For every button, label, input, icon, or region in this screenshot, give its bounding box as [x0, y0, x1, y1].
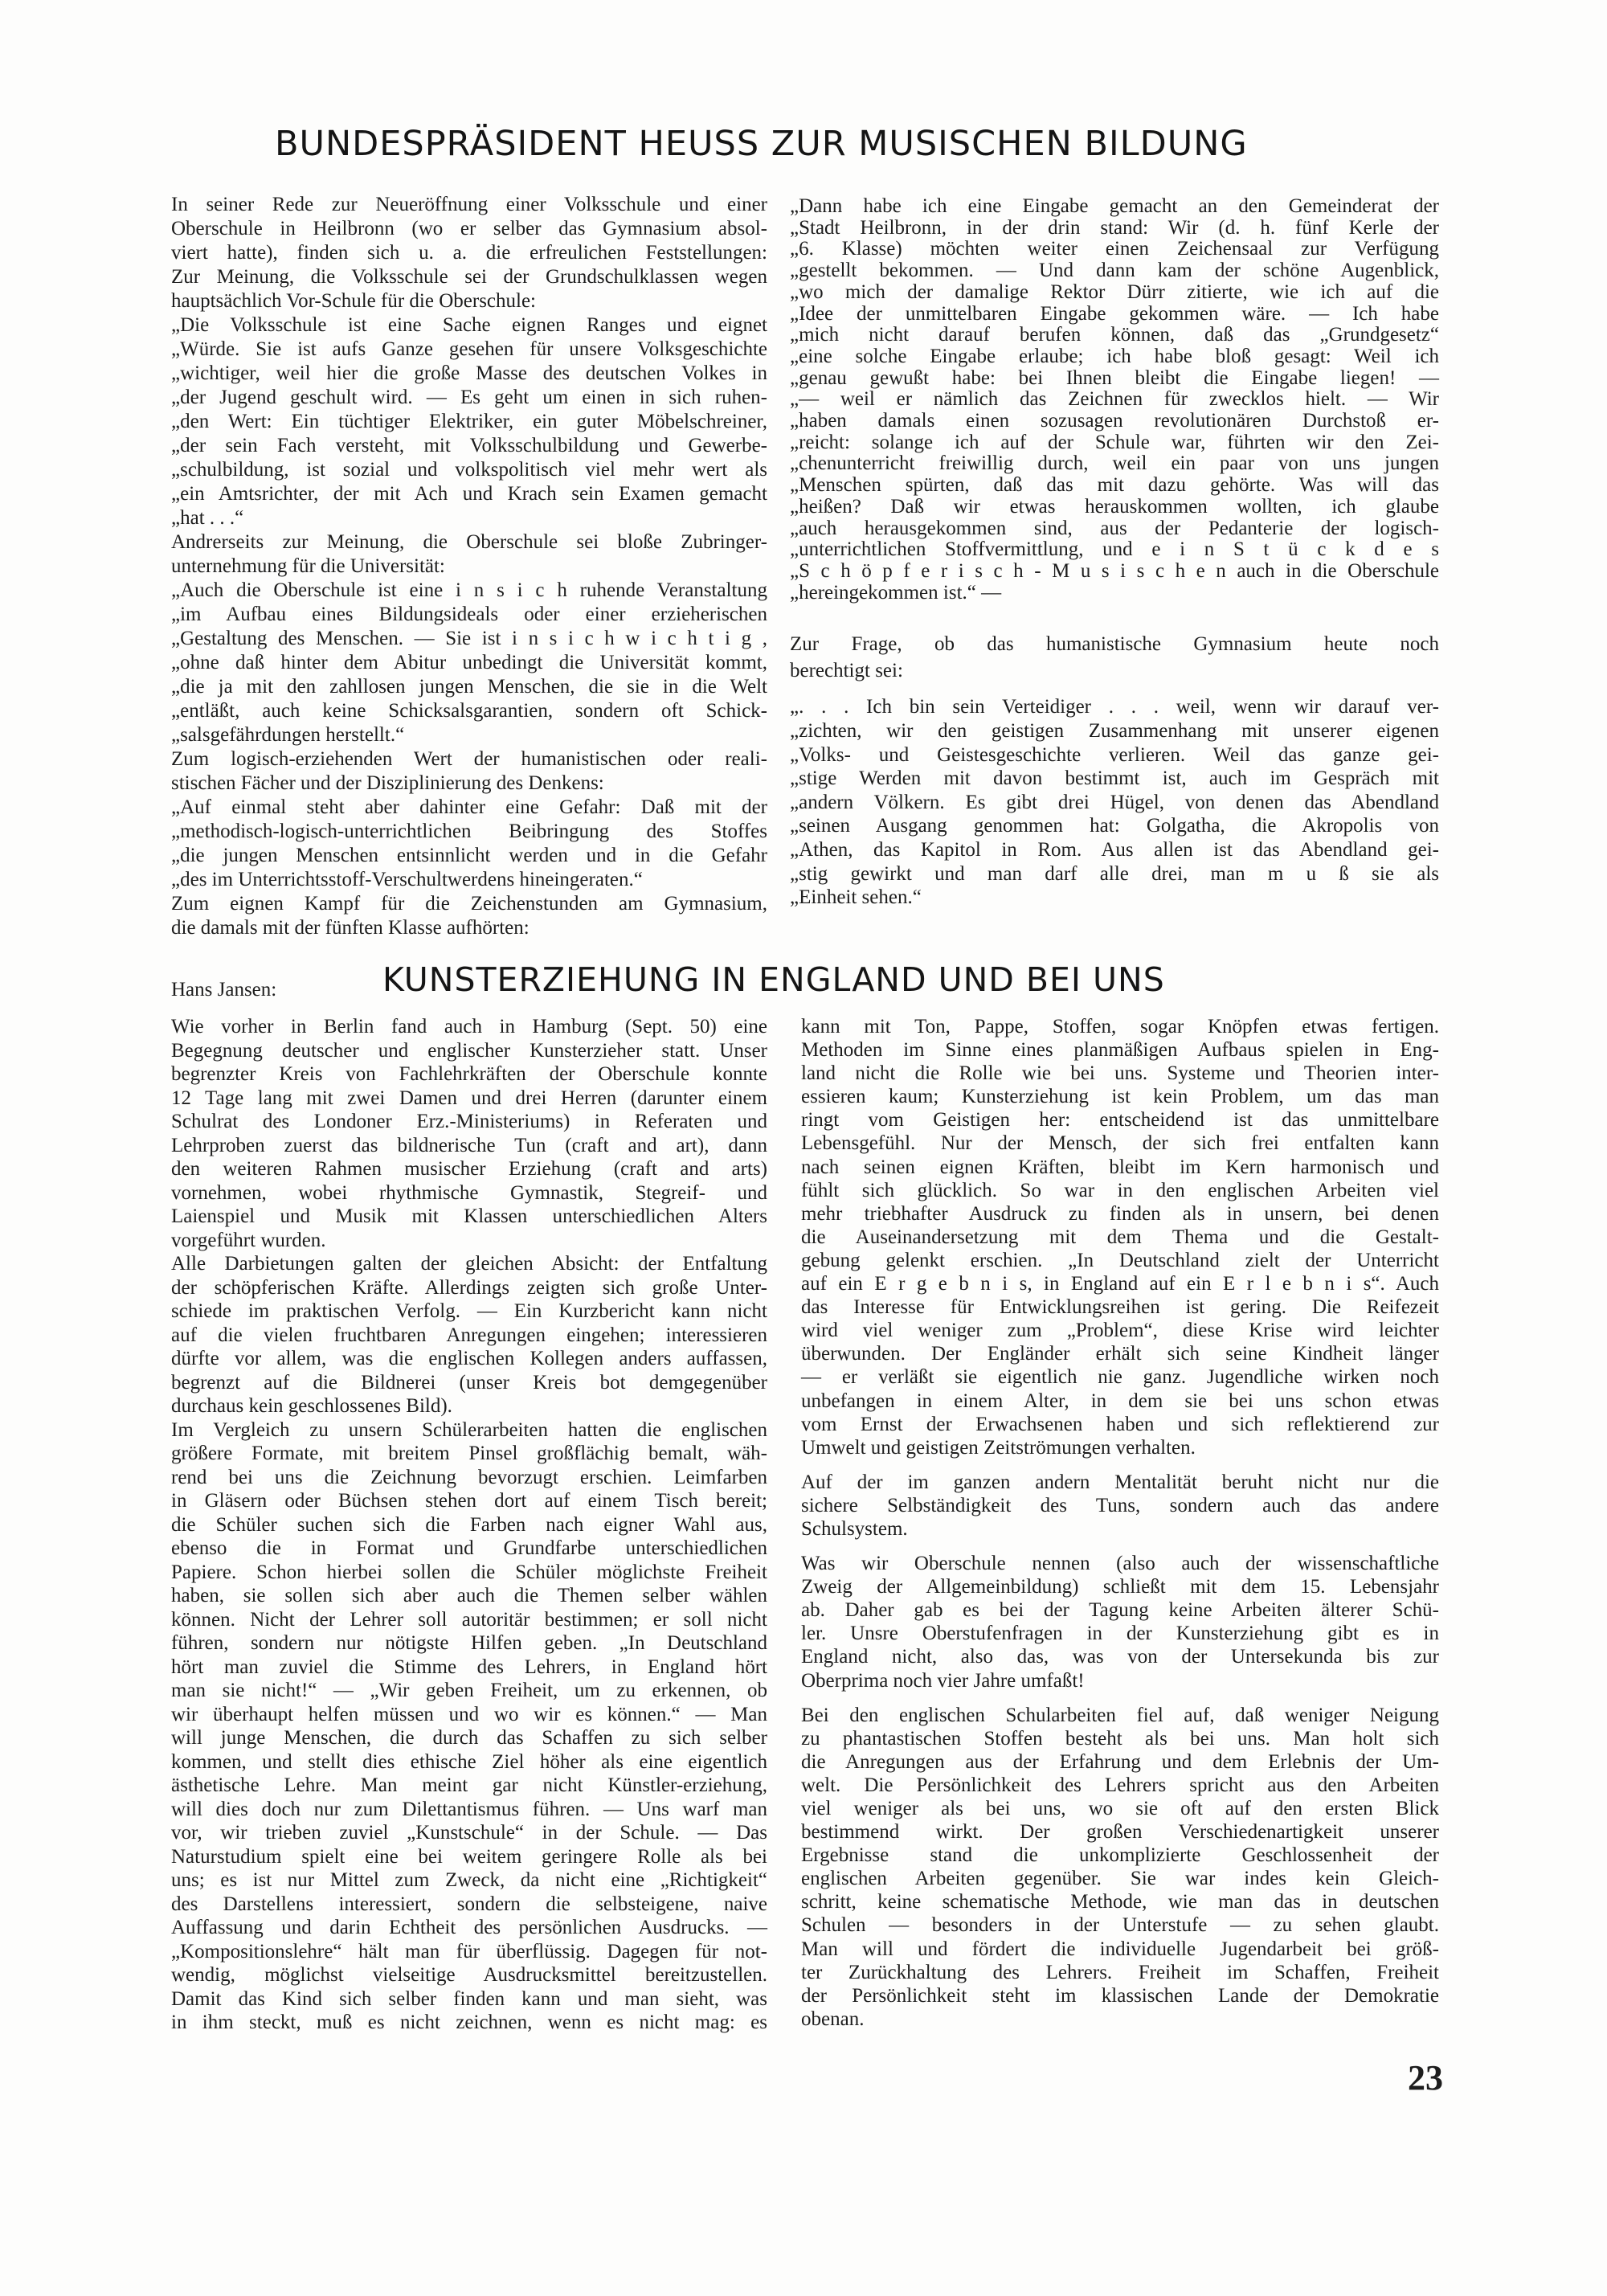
text-line: „unterrichtlichen Stoffvermittlung, und e i n S t ü c k d e s — [790, 538, 1439, 561]
text-line: Auffassung und darin Echtheit des persönlichen Ausdrucks. — — [171, 1917, 767, 1938]
paragraph — [171, 313, 767, 530]
text-line: vor, wir trieben zuviel „Kunstschule“ in der Schule. — Das — [171, 1822, 767, 1844]
text-line: unternehmung für die Universität: — [171, 555, 445, 577]
text-line: nach seinen eignen Kräften, bleibt im Kern harmonisch und — [801, 1156, 1439, 1178]
text-line: „Menschen spürten, daß das mit dazu gehörte. Was will das — [790, 474, 1439, 497]
text-line: Lehrproben zuerst das bildnerische Tun (craft and art), dann — [171, 1134, 767, 1156]
text-line: Alle Darbietungen galten der gleichen Absicht: der Entfaltung — [171, 1253, 767, 1275]
text-line: „mich nicht darauf berufen können, daß das „Grundgesetz“ — [790, 324, 1439, 346]
text-line: dürfte vor allem, was die englischen Kollegen anders auffassen, — [171, 1348, 767, 1369]
text-line: Umwelt und geistigen Zeitströmungen verhalten. — [801, 1436, 1196, 1459]
paragraph — [790, 196, 1439, 604]
text-line: Ergebnisse stand die unkomplizierte Geschlossenheit der — [801, 1844, 1439, 1867]
text-line: „im Aufbau eines Bildungsideals oder einer erzieherischen — [171, 604, 767, 625]
text-line: „der sein Fach versteht, mit Volksschulbildung und Gewerbe- — [171, 435, 767, 456]
text-line: will junge Menschen, die durch das Schaffen zu sich selber — [171, 1727, 767, 1749]
text-line: „Dann habe ich eine Eingabe gemacht an den Gemeinderat der — [790, 195, 1439, 217]
text-line: Begegnung deutscher und englischer Kunsterzieher statt. Unser — [171, 1039, 767, 1062]
text-line: mehr triebhafter Ausdruck zu finden als in unsern, bei denen — [801, 1202, 1439, 1225]
text-line: „eine solche Eingabe erlaube; ich habe bloß gesagt: Weil ich — [790, 345, 1439, 367]
text-line: Im Vergleich zu unsern Schülerarbeiten hatten die englischen — [171, 1418, 767, 1441]
paragraph — [171, 1418, 767, 2035]
text-line: In seiner Rede zur Neueröffnung einer Volksschule und einer — [171, 194, 767, 215]
text-line: Oberschule in Heilbronn (wo er selber das Gymnasium absol- — [171, 218, 767, 239]
paragraph — [171, 892, 767, 940]
text-line: auf ein E r g e b n i s, in England auf ein E r l e b n i s“. Auch — [801, 1273, 1439, 1295]
text-line: des Darstellens interessiert, sondern die selbsteigene, naive — [171, 1893, 767, 1915]
text-line: begrenzter Kreis von Fachlehrkräften der Oberschule konnte — [171, 1063, 767, 1085]
text-line: Lebensgefühl. Nur der Mensch, der sich frei entfalten kann — [801, 1132, 1439, 1155]
text-line: „gestellt bekommen. — Und dann kam der schöne Augenblick, — [790, 260, 1439, 282]
text-line: „haben damals einen sozusagen revolutionären Durchstoß er- — [790, 410, 1439, 432]
text-line: „. . . Ich bin sein Verteidiger . . . weil, wenn wir darauf ver- — [790, 696, 1439, 718]
text-line: „Gestaltung des Menschen. — Sie ist i n s i c h w i c h t i g , — [171, 628, 767, 649]
text-line: die Anregungen aus der Erfahrung und dem Erlebnis der Um- — [801, 1750, 1439, 1773]
text-line: „auch herausgekommen sind, aus der Pedanterie der logisch- — [790, 517, 1439, 539]
text-line: überwunden. Der Engländer erhält sich seine Kindheit länger — [801, 1343, 1439, 1365]
text-line: „schulbildung, ist sozial und volkspolitisch viel mehr wert als — [171, 459, 767, 481]
text-line: Zur Frage, ob das humanistische Gymnasium heute noch — [790, 633, 1439, 656]
text-line: Methoden im Sinne eines planmäßigen Aufbaus spielen in Eng- — [801, 1039, 1439, 1062]
text-line: in ihm steckt, muß es nicht zeichnen, wenn es nicht mag: es — [171, 2012, 767, 2033]
text-line: Zur Meinung, die Volksschule sei der Grundschulklassen wegen — [171, 266, 767, 288]
text-line: größere Formate, mit breitem Pinsel großflächig bemalt, wäh- — [171, 1443, 767, 1464]
text-line: die Auseinandersetzung mit dem Thema und die Gestalt- — [801, 1226, 1439, 1248]
text-line: „heißen? Daß wir etwas herauskommen wollten, ich glaube — [790, 495, 1439, 518]
text-line: kann mit Ton, Pappe, Stoffen, sogar Knöpfen etwas fertigen. — [801, 1016, 1439, 1037]
text-line: vornehmen, wobei rhythmische Gymnastik, Stegreif- und — [171, 1181, 767, 1204]
text-line: „des im Unterrichtsstoff-Verschultwerdens hineingeraten.“ — [171, 869, 643, 890]
text-line: in Gläsern oder Büchsen stehen dort auf einem Tisch bereit; — [171, 1490, 767, 1512]
text-line: ter Zurückhaltung des Lehrers. Freiheit im Schaffen, Freiheit — [801, 1961, 1439, 1983]
paragraph — [171, 193, 767, 313]
text-line: die damals mit der fünften Klasse aufhörten: — [171, 917, 530, 939]
text-line: viert hatte), finden sich u. a. die erfreulichen Feststellungen: — [171, 242, 767, 264]
text-line: ab. Daher gab es bei der Tagung keine Arbeiten älterer Schü- — [801, 1599, 1439, 1622]
text-line: ebenso die in Format und Grundfarbe unterschiedlichen — [171, 1537, 767, 1559]
text-line: hauptsächlich Vor-Schule für die Oberschule: — [171, 290, 537, 312]
text-line: man sie nicht!“ — „Wir geben Freiheit, um zu erkennen, ob — [171, 1680, 767, 1701]
text-line: sichere Selbständigkeit des Tuns, sondern auch das andere — [801, 1494, 1439, 1516]
text-line: „Einheit sehen.“ — [790, 886, 922, 909]
text-line: unbefangen in einem Alter, in dem sie bei uns schon etwas — [801, 1389, 1439, 1412]
paragraph — [171, 796, 767, 892]
text-line: „methodisch-logisch-unterrichtlichen Beibringung des Stoffes — [171, 821, 767, 842]
text-line: Auf der im ganzen andern Mentalität beruht nicht nur die — [801, 1471, 1439, 1493]
text-line: „salsgefährdungen herstellt.“ — [171, 724, 405, 746]
article-title-kunsterziehung: KUNSTERZIEHUNG IN ENGLAND UND BEI UNS — [382, 960, 1165, 999]
text-line: „Würde. Sie ist aufs Ganze gesehen für unsere Volksgeschichte — [171, 338, 767, 360]
text-line: „Auch die Oberschule ist eine i n s i c h ruhende Veranstaltung — [171, 579, 767, 601]
text-line: welt. Die Persönlichkeit des Lehrers spricht aus den Arbeiten — [801, 1774, 1439, 1796]
paragraph — [801, 1015, 1439, 1459]
text-line: der Persönlichkeit steht im klassischen Lande der Demokratie — [801, 1984, 1439, 2007]
text-line: „Die Volksschule ist eine Sache eignen Ranges und eignet — [171, 314, 767, 336]
text-line: „andern Völkern. Es gibt drei Hügel, von denen das Abendland — [790, 791, 1439, 813]
text-line: haben, sie sollen sich aber auch die Themen selber wählen — [171, 1585, 767, 1606]
text-line: obenan. — [801, 2007, 865, 2030]
article1-column-right — [790, 196, 1439, 910]
text-line: vom Ernst der Erwachsenen haben und sich reflektierend zur — [801, 1413, 1439, 1435]
text-line: Zum eignen Kampf für die Zeichenstunden am Gymnasium, — [171, 893, 767, 915]
text-line: gebung gelenkt erschien. „In Deutschland zielt der Unterricht — [801, 1249, 1439, 1271]
text-line: die Schüler suchen sich die Farben nach eigner Wahl aus, — [171, 1513, 767, 1536]
text-line: kommen, und stellt dies ethische Ziel höher als eine eigentlich — [171, 1750, 767, 1773]
paragraph — [801, 1704, 1439, 2031]
text-line: bestimmend wirkt. Der großen Verschiedenartigkeit unserer — [801, 1821, 1439, 1844]
text-line: Naturstudium spielt eine bei weitem geringere Rolle als bei — [171, 1845, 767, 1868]
text-line: Laienspiel und Musik mit Klassen unterschiedlichen Alters — [171, 1205, 767, 1227]
text-line: „S c h ö p f e r i s c h - M u s i s c h e n auch in die Oberschule — [790, 559, 1439, 582]
text-line: „6. Klasse) möchten weiter einen Zeichensaal zur Verfügung — [790, 238, 1439, 260]
text-line: begrenzt auf die Bildnerei (unser Kreis bot demgegenüber — [171, 1371, 767, 1394]
text-line: englischen Arbeiten gegenüber. Sie war indes kein Gleich- — [801, 1868, 1439, 1890]
text-line: will dies doch nur zum Dilettantismus führen. — Uns warf man — [171, 1798, 767, 1820]
article2-column-left — [171, 1015, 767, 2035]
text-line: Schulsystem. — [801, 1517, 908, 1540]
text-line: Wie vorher in Berlin fand auch in Hamburg (Sept. 50) eine — [171, 1016, 767, 1037]
text-line: „stige Werden mit davon bestimmt ist, auch im Gespräch mit — [790, 767, 1439, 790]
text-line: „zichten, wir den geistigen Zusammenhang mit unserer eigenen — [790, 719, 1439, 742]
text-line: Bei den englischen Schularbeiten fiel auf, daß weniger Neigung — [801, 1704, 1439, 1726]
article2-column-right — [801, 1015, 1439, 2031]
text-line: „die jungen Menschen entsinnlicht werden und in die Gefahr — [171, 845, 767, 866]
text-line: — er verläßt sie eigentlich nie ganz. Jugendliche wirken noch — [801, 1366, 1439, 1389]
article-title-heuss: BUNDESPRÄSIDENT HEUSS ZUR MUSISCHEN BILDUNG — [275, 124, 1248, 164]
text-line: viel weniger als bei uns, wo sie oft auf den ersten Blick — [801, 1798, 1439, 1819]
paragraph — [171, 530, 767, 579]
text-line: uns; es ist nur Mittel zum Zweck, da nicht eine „Richtigkeit“ — [171, 1869, 767, 1891]
text-line: „genau gewußt habe: bei Ihnen bleibt die Eingabe liegen! — — [790, 366, 1439, 389]
text-line: Damit das Kind sich selber finden kann und man sieht, was — [171, 1987, 767, 2010]
text-line: Schulrat des Londoner Erz.-Ministeriums) in Referaten und — [171, 1111, 767, 1132]
text-line: „chenunterricht freiwillig durch, weil ein paar von uns jungen — [790, 452, 1439, 475]
text-line: den weiteren Rahmen musischer Erziehung (craft and arts) — [171, 1158, 767, 1180]
text-line: durchaus kein geschlossenes Bild). — [171, 1395, 452, 1417]
text-line: „reicht: solange ich auf der Schule war, führten wir den Zei- — [790, 431, 1439, 453]
text-line: „entläßt, auch keine Schicksalsgarantien, sondern oft Schick- — [171, 700, 767, 722]
text-line: rend bei uns die Zeichnung bevorzugt erschien. Leimfarben — [171, 1466, 767, 1488]
text-line: essieren kaum; Kunsterziehung ist kein Problem, um das man — [801, 1086, 1439, 1108]
text-line: „hereingekommen ist.“ — — [790, 581, 1002, 604]
text-line: fühlt sich glücklich. So war in den englischen Arbeiten viel — [801, 1179, 1439, 1201]
text-line: hört man zuviel die Stimme des Lehrers, in England hört — [171, 1655, 767, 1678]
text-line: England nicht, also das, was von der Untersekunda bis zur — [801, 1646, 1439, 1668]
paragraph — [171, 1015, 767, 1252]
text-line: können. Nicht der Lehrer soll autoritär bestimmen; er soll nicht — [171, 1608, 767, 1631]
text-line: schiede im praktischen Verfolg. — Ein Kurzbericht kann nicht — [171, 1300, 767, 1322]
text-line: 12 Tage lang mit zwei Damen und drei Herren (darunter einem — [171, 1087, 767, 1109]
text-line: ringt vom Geistigen her: entscheidend ist das unmittelbare — [801, 1109, 1439, 1132]
text-line: „ein Amtsrichter, der mit Ach und Krach sein Examen gemacht — [171, 483, 767, 505]
text-line: „wo mich der damalige Rektor Dürr zitierte, wie ich auf die — [790, 280, 1439, 303]
paragraph — [801, 1471, 1439, 1541]
text-line: „Stadt Heilbronn, in der drin stand: Wir (d. h. fünf Kerle der — [790, 216, 1439, 239]
text-line: wendig, möglichst vielseitige Ausdrucksmittel bereitzustellen. — [171, 1964, 767, 1986]
paragraph — [801, 1552, 1439, 1692]
text-line: Andrerseits zur Meinung, die Oberschule sei bloße Zubringer- — [171, 531, 767, 553]
article-author: Hans Jansen: — [171, 979, 277, 1001]
text-line: „seinen Ausgang genommen hat: Golgatha, die Akropolis von — [790, 815, 1439, 837]
text-line: „die ja mit den zahllosen jungen Menschen, die sie in die Welt — [171, 676, 767, 698]
text-line: Zweig der Allgemeinbildung) schließt mit dem 15. Lebensjahr — [801, 1576, 1439, 1598]
text-line: „den Wert: Ein tüchtiger Elektriker, ein guter Möbelschreiner, — [171, 411, 767, 432]
text-line: Was wir Oberschule nennen (also auch der wissenschaftliche — [801, 1553, 1439, 1575]
text-line: Papiere. Schon hierbei sollen die Schüler möglichste Freiheit — [171, 1561, 767, 1583]
text-line: der schöpferischen Kräfte. Allerdings zeigten sich große Unter- — [171, 1276, 767, 1299]
text-line: ler. Unsre Oberstufenfragen in der Kunsterziehung gibt es in — [801, 1623, 1439, 1645]
text-line: stischen Fächer und der Disziplinierung des Denkens: — [171, 772, 604, 794]
text-line: Schulen — besonders in der Unterstufe — zu sehen glaubt. — [801, 1914, 1439, 1937]
text-line: Man will und fördert die individuelle Jugendarbeit bei größ- — [801, 1938, 1439, 1960]
text-line: wird viel weniger zum „Problem“, diese Krise wird leichter — [801, 1320, 1439, 1342]
paragraph — [790, 695, 1439, 909]
text-line: „Athen, das Kapitol in Rom. Aus allen ist das Abendland gei- — [790, 838, 1439, 861]
text-line: „ohne daß hinter dem Abitur unbedingt die Universität kommt, — [171, 652, 767, 673]
text-line: „stig gewirkt und man darf alle drei, man m u ß sie als — [790, 862, 1439, 885]
text-line: führen, sondern nur nötigste Hilfen geben. „In Deutschland — [171, 1632, 767, 1654]
text-line: auf die vielen fruchtbaren Anregungen eingehen; interessieren — [171, 1324, 767, 1346]
text-line: vorgeführt wurden. — [171, 1229, 326, 1251]
paragraph — [171, 1252, 767, 1418]
article1-column-left — [171, 193, 767, 940]
text-line: „der Jugend geschult wird. — Es geht um einen in sich ruhen- — [171, 387, 767, 408]
text-line: land nicht die Rolle wie bei uns. Systeme und Theorien inter- — [801, 1062, 1439, 1085]
text-line: „Auf einmal steht aber dahinter eine Gefahr: Daß mit der — [171, 796, 767, 818]
text-line: Oberprima noch vier Jahre umfaßt! — [801, 1669, 1085, 1692]
page-number: 23 — [1408, 2058, 1443, 2098]
text-line: „Idee der unmittelbaren Eingabe gekommen wäre. — Ich habe — [790, 302, 1439, 325]
text-line: „Kompositionslehre“ hält man für überflüssig. Dagegen für not- — [171, 1940, 767, 1962]
text-line: zu phantastischen Stoffen besteht als bei uns. Man holt sich — [801, 1727, 1439, 1750]
text-line: „Volks- und Geistesgeschichte verlieren. Weil das ganze gei- — [790, 743, 1439, 766]
text-line: ästhetische Lehre. Man meint gar nicht Künstler-erziehung, — [171, 1774, 767, 1796]
text-line: Zum logisch-erziehenden Wert der humanistischen oder reali- — [171, 748, 767, 770]
paragraph — [171, 579, 767, 747]
paragraph — [790, 631, 1439, 684]
text-line: wir überhaupt helfen müssen und wo wir es können.“ — Man — [171, 1703, 767, 1725]
text-line: berechtigt sei: — [790, 660, 903, 682]
paragraph — [171, 747, 767, 796]
text-line: „hat . . .“ — [171, 507, 244, 529]
text-line: „wichtiger, weil hier die große Masse des deutschen Volkes in — [171, 362, 767, 384]
text-line: schritt, keine schematische Methode, wie man das in deutschen — [801, 1891, 1439, 1913]
text-line: „— weil er nämlich das Zeichnen für zwecklos hielt. — Wir — [790, 388, 1439, 411]
text-line: das Interesse für Entwicklungsreihen ist gering. Die Reifezeit — [801, 1296, 1439, 1319]
